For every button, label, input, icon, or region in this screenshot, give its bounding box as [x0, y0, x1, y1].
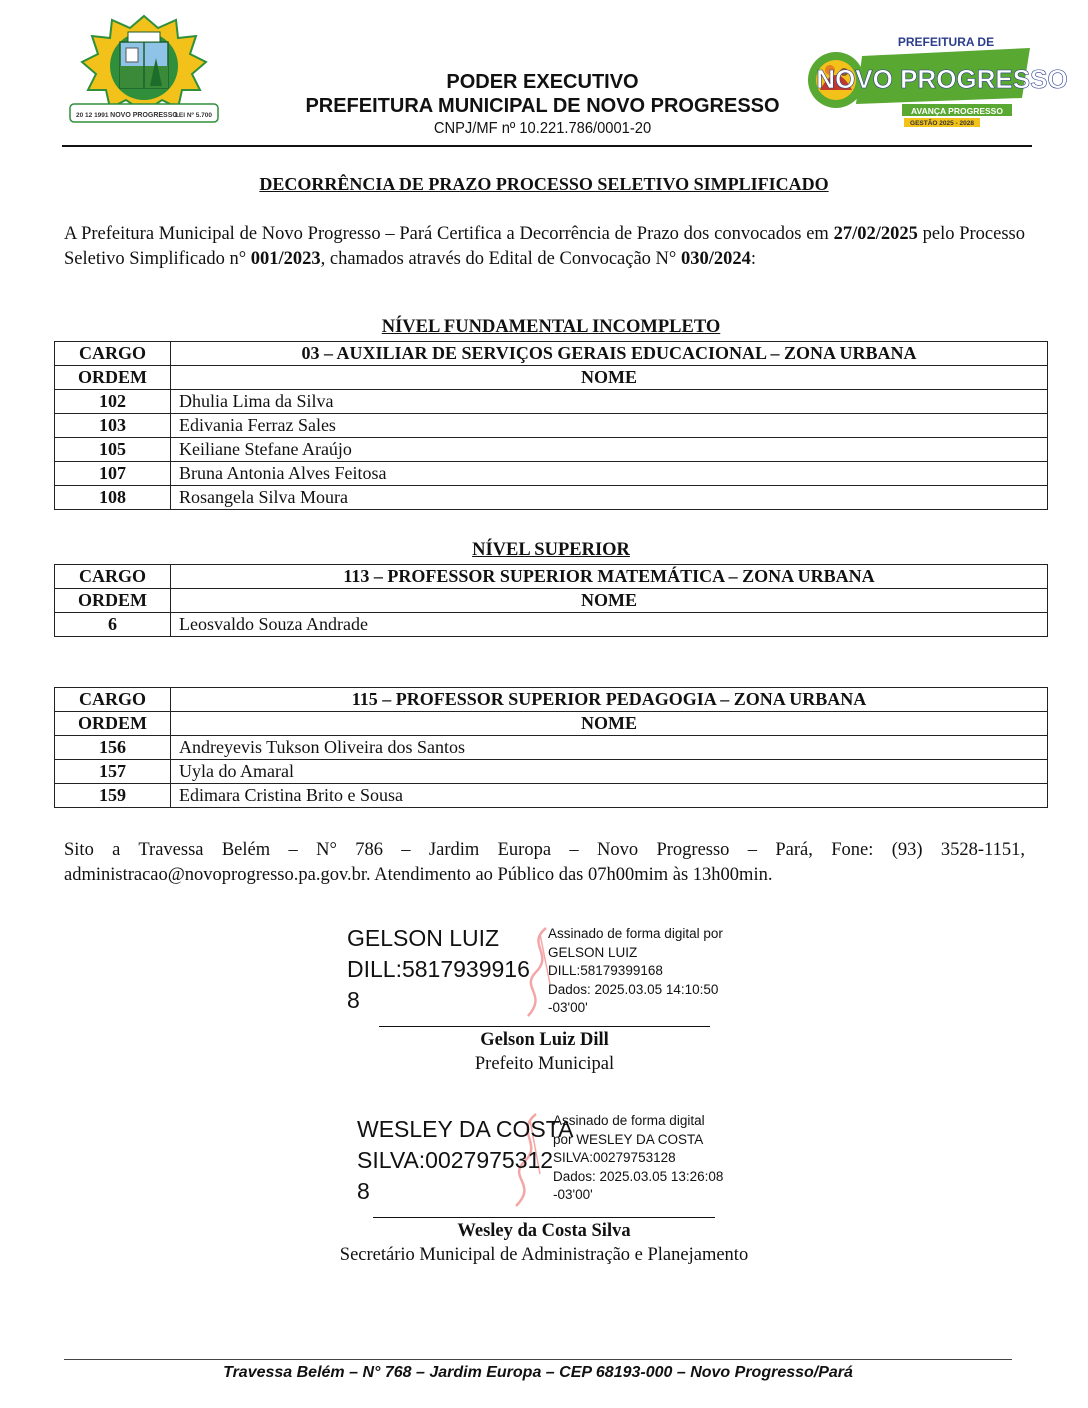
municipal-coat-of-arms [66, 14, 222, 126]
table-row [55, 438, 1048, 462]
header-prefecture: PREFEITURA MUNICIPAL DE NOVO PROGRESSO [305, 95, 780, 117]
cargo-label: CARGO [55, 565, 171, 589]
roster-table-matematica [54, 564, 1048, 637]
ordem-cell: 159 [55, 784, 171, 808]
intro-paragraph: A Prefeitura Municipal de Novo Progresso – Pará Certifica a Decorrência de Prazo dos convocados em 27/02/2025 pelo Processo Seletivo Simplificado n° 001/2023, chamados através do Edital de Convocação N° 030/2024: [64, 224, 1026, 269]
ordem-cell: 157 [55, 760, 171, 784]
coat-banner-mid: NOVO PROGRESSO [110, 112, 178, 119]
header-rule [62, 145, 1032, 147]
prefecture-logo [806, 30, 1068, 130]
nome-cell: Rosangela Silva Moura [171, 486, 1048, 510]
logo-slogan-text: AVANÇA PROGRESSO [911, 106, 1003, 116]
nome-header: NOME [171, 366, 1048, 390]
table-row [55, 390, 1048, 414]
signature-line [379, 1026, 710, 1027]
header-cnpj: CNPJ/MF nº 10.221.786/0001-20 [433, 120, 652, 137]
signature-digital-name-gelson: GELSON LUIZ DILL:5817939916 8 [347, 925, 530, 1013]
table-row [55, 486, 1048, 510]
document-title: DECORRÊNCIA DE PRAZO PROCESSO SELETIVO SIMPLIFICADO [259, 174, 829, 194]
nome-cell: Leosvaldo Souza Andrade [171, 613, 1048, 637]
cargo-value: 03 – AUXILIAR DE SERVIÇOS GERAIS EDUCACIONAL – ZONA URBANA [171, 342, 1048, 366]
cargo-label: CARGO [55, 342, 171, 366]
nome-cell: Uyla do Amaral [171, 760, 1048, 784]
signatory-name: Gelson Luiz Dill [480, 1030, 609, 1050]
table-row [55, 613, 1048, 637]
logo-main-text: NOVO PROGRESSO [816, 64, 1068, 94]
nome-header: NOME [171, 589, 1048, 613]
ordem-cell: 103 [55, 414, 171, 438]
logo-top-text: PREFEITURA DE [897, 35, 995, 49]
contact-paragraph: Sito a Travessa Belém – N° 786 – Jardim Europa – Novo Progresso – Pará, Fone: (93) 3528-1151, administracao@novoprogresso.pa.gov.br. Atendimento ao Público das 07h00mim às 13h00min. [64, 840, 1025, 885]
signature-line [373, 1217, 715, 1218]
cargo-label: CARGO [55, 688, 171, 712]
signature-digital-meta-gelson: Assinado de forma digital por GELSON LUIZ DILL:58179399168 Dados: 2025.03.05 14:10:50 -03'00' [548, 926, 723, 1015]
table-row [55, 784, 1048, 808]
nome-cell: Keiliane Stefane Araújo [171, 438, 1048, 462]
section-title-superior: NÍVEL SUPERIOR [472, 540, 630, 560]
signature-digital-name-wesley: WESLEY DA COSTA SILVA:0027975312 8 [357, 1116, 574, 1204]
roster-table-auxiliar [54, 341, 1048, 510]
table-cargo-row [55, 688, 1048, 712]
nome-cell: Edivania Ferraz Sales [171, 414, 1048, 438]
nome-cell: Dhulia Lima da Silva [171, 390, 1048, 414]
header-branch: PODER EXECUTIVO [446, 71, 639, 93]
footer-address: Travessa Belém – N° 768 – Jardim Europa – CEP 68193-000 – Novo Progresso/Pará [223, 1364, 853, 1381]
ordem-header: ORDEM [55, 366, 171, 390]
edital-number: 030/2024 [680, 248, 751, 269]
nome-header: NOME [171, 712, 1048, 736]
section-title-fundamental: NÍVEL FUNDAMENTAL INCOMPLETO [381, 317, 721, 337]
cargo-value: 113 – PROFESSOR SUPERIOR MATEMÁTICA – ZONA URBANA [171, 565, 1048, 589]
logo-term-text: GESTÃO 2025 - 2028 [910, 120, 974, 127]
ordem-cell: 108 [55, 486, 171, 510]
ordem-cell: 156 [55, 736, 171, 760]
signatory-role: Prefeito Municipal [474, 1054, 615, 1074]
table-cargo-row [55, 565, 1048, 589]
ordem-header: ORDEM [55, 712, 171, 736]
ordem-cell: 107 [55, 462, 171, 486]
process-number: 001/2023 [250, 248, 321, 269]
coat-banner-right: LEI Nº 5.700 [174, 112, 212, 119]
cargo-value: 115 – PROFESSOR SUPERIOR PEDAGOGIA – ZONA URBANA [171, 688, 1048, 712]
table-cargo-row [55, 342, 1048, 366]
ordem-cell: 105 [55, 438, 171, 462]
nome-cell: Bruna Antonia Alves Feitosa [171, 462, 1048, 486]
ordem-cell: 6 [55, 613, 171, 637]
nome-cell: Edimara Cristina Brito e Sousa [171, 784, 1048, 808]
table-row [55, 736, 1048, 760]
table-header-row [55, 366, 1048, 390]
ordem-header: ORDEM [55, 589, 171, 613]
roster-table-pedagogia [54, 687, 1048, 808]
table-row [55, 760, 1048, 784]
signatory-role: Secretário Municipal de Administração e Planejamento [339, 1245, 749, 1265]
footer-rule [64, 1359, 1012, 1360]
convocation-date: 27/02/2025 [833, 224, 918, 244]
coat-banner-left: 20 12 1991 [76, 112, 109, 119]
table-header-row [55, 712, 1048, 736]
table-row [55, 414, 1048, 438]
nome-cell: Andreyevis Tukson Oliveira dos Santos [171, 736, 1048, 760]
ordem-cell: 102 [55, 390, 171, 414]
signature-digital-meta-wesley: Assinado de forma digital por WESLEY DA COSTA SILVA:00279753128 Dados: 2025.03.05 13:26:08 -03'00' [553, 1113, 724, 1202]
signatory-name: Wesley da Costa Silva [457, 1221, 631, 1241]
table-header-row [55, 589, 1048, 613]
table-row [55, 462, 1048, 486]
